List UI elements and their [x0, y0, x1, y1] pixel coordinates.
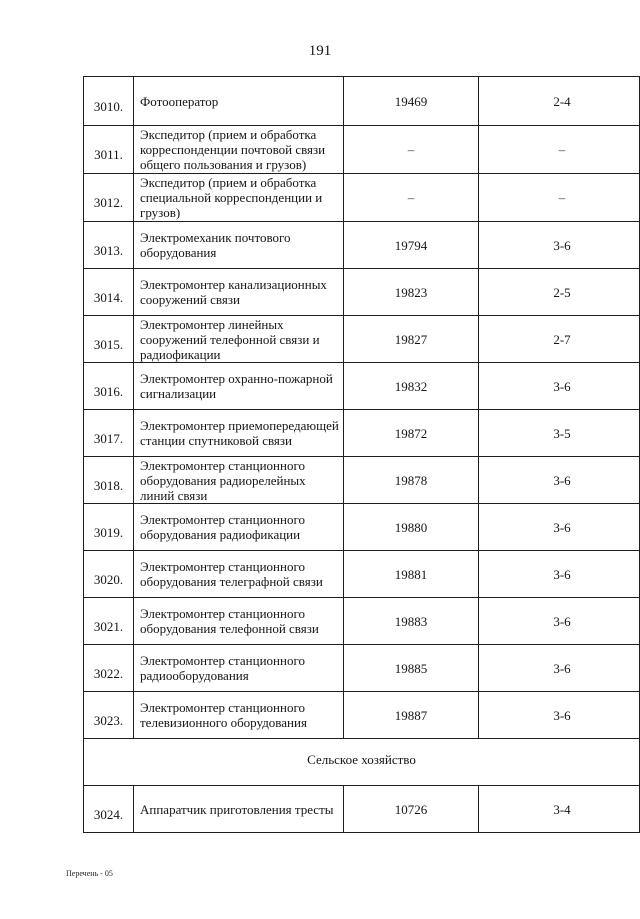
- profession-name: Экспедитор (прием и обработка специальной корреспонденции и грузов): [134, 174, 344, 222]
- table-row: [84, 551, 640, 598]
- row-number: 3023.: [84, 692, 134, 739]
- row-number: 3013.: [84, 222, 134, 269]
- row-number: 3015.: [84, 316, 134, 363]
- row-number: 3018.: [84, 457, 134, 504]
- table-row: [84, 174, 640, 222]
- qualification-range: –: [479, 174, 640, 222]
- qualification-range: 3-5: [479, 410, 640, 457]
- table-row: [84, 457, 640, 504]
- row-number: 3020.: [84, 551, 134, 598]
- qualification-range: –: [479, 126, 640, 174]
- table-row: [84, 692, 640, 739]
- row-number: 3017.: [84, 410, 134, 457]
- row-number: 3024.: [84, 786, 134, 833]
- table-row: [84, 269, 640, 316]
- qualification-range: 3-6: [479, 457, 640, 504]
- qualification-range: 3-6: [479, 363, 640, 410]
- profession-name: Аппаратчик приготовления тресты: [134, 786, 344, 833]
- section-header-row: [84, 739, 640, 786]
- table-row: [84, 598, 640, 645]
- row-number: 3016.: [84, 363, 134, 410]
- qualification-range: 3-4: [479, 786, 640, 833]
- table-row: [84, 504, 640, 551]
- profession-name: Электромонтер станционного оборудования радиофикации: [134, 504, 344, 551]
- table-row: [84, 363, 640, 410]
- row-number: 3010.: [84, 77, 134, 126]
- row-number: 3011.: [84, 126, 134, 174]
- profession-code: 19872: [344, 410, 479, 457]
- profession-name: Электромонтер станционного радиооборудования: [134, 645, 344, 692]
- profession-name: Фотооператор: [134, 77, 344, 126]
- footer-label: Перечень - 05: [66, 869, 113, 878]
- row-number: 3014.: [84, 269, 134, 316]
- profession-name: Электромонтер станционного оборудования телеграфной связи: [134, 551, 344, 598]
- profession-code: 19881: [344, 551, 479, 598]
- row-number: 3012.: [84, 174, 134, 222]
- table-row: [84, 645, 640, 692]
- table-row: [84, 77, 640, 126]
- profession-name: Электромонтер станционного оборудования телефонной связи: [134, 598, 344, 645]
- qualification-range: 2-5: [479, 269, 640, 316]
- profession-code: –: [344, 174, 479, 222]
- profession-code: 19880: [344, 504, 479, 551]
- profession-code: 19878: [344, 457, 479, 504]
- profession-code: 19887: [344, 692, 479, 739]
- qualification-range: 2-7: [479, 316, 640, 363]
- profession-code: 10726: [344, 786, 479, 833]
- professions-table: [83, 76, 640, 833]
- profession-code: –: [344, 126, 479, 174]
- table-row: [84, 222, 640, 269]
- profession-code: 19794: [344, 222, 479, 269]
- table-row: [84, 126, 640, 174]
- profession-name: Электромонтер станционного телевизионного оборудования: [134, 692, 344, 739]
- qualification-range: 3-6: [479, 551, 640, 598]
- qualification-range: 3-6: [479, 222, 640, 269]
- profession-name: Электромонтер охранно-пожарной сигнализации: [134, 363, 344, 410]
- section-title: Сельское хозяйство: [84, 739, 640, 786]
- row-number: 3021.: [84, 598, 134, 645]
- qualification-range: 3-6: [479, 504, 640, 551]
- profession-name: Экспедитор (прием и обработка корреспонденции почтовой связи общего пользования и грузов): [134, 126, 344, 174]
- qualification-range: 2-4: [479, 77, 640, 126]
- profession-name: Электромонтер станционного оборудования радиорелейных линий связи: [134, 457, 344, 504]
- page-number: 191: [308, 43, 332, 59]
- profession-name: Электромонтер канализационных сооружений связи: [134, 269, 344, 316]
- qualification-range: 3-6: [479, 645, 640, 692]
- qualification-range: 3-6: [479, 598, 640, 645]
- profession-code: 19827: [344, 316, 479, 363]
- table-row: [84, 410, 640, 457]
- profession-name: Электромонтер приемопередающей станции спутниковой связи: [134, 410, 344, 457]
- profession-code: 19885: [344, 645, 479, 692]
- profession-name: Электромонтер линейных сооружений телефонной связи и радиофикации: [134, 316, 344, 363]
- table-row: [84, 316, 640, 363]
- profession-name: Электромеханик почтового оборудования: [134, 222, 344, 269]
- table-row: [84, 786, 640, 833]
- qualification-range: 3-6: [479, 692, 640, 739]
- profession-code: 19883: [344, 598, 479, 645]
- profession-code: 19823: [344, 269, 479, 316]
- profession-code: 19832: [344, 363, 479, 410]
- profession-code: 19469: [344, 77, 479, 126]
- row-number: 3019.: [84, 504, 134, 551]
- row-number: 3022.: [84, 645, 134, 692]
